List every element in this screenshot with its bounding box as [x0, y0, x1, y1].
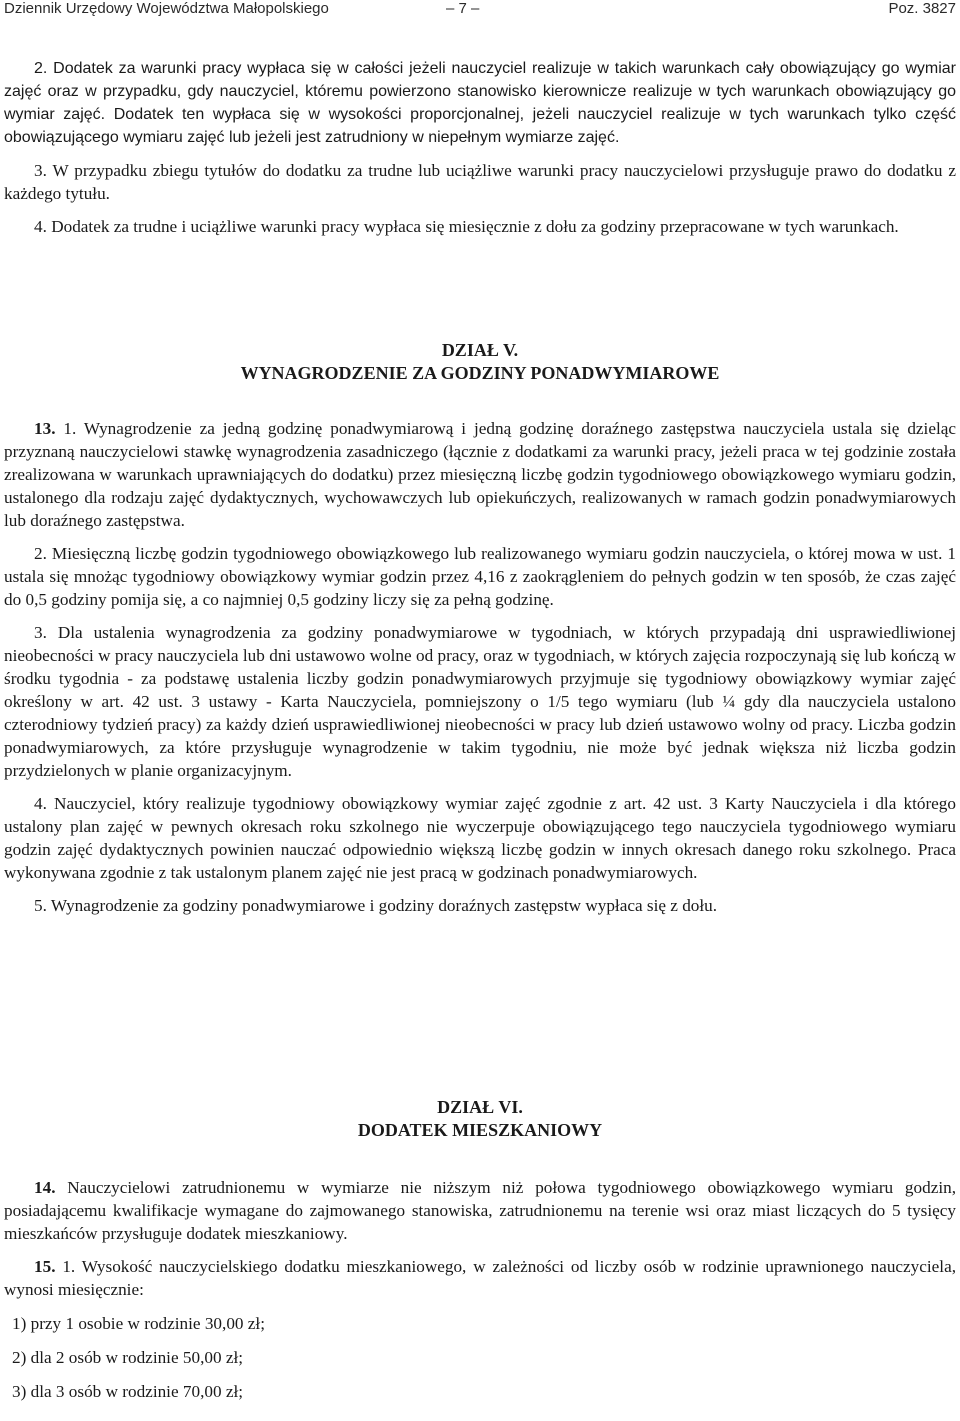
- article-15-number: 15.: [34, 1257, 56, 1276]
- section-vi-title: DZIAŁ VI.: [437, 1097, 523, 1117]
- list-item: 1) przy 1 osobie w rodzinie 30,00 zł;: [12, 1314, 265, 1333]
- section-vi-subtitle: DODATEK MIESZKANIOWY: [357, 1120, 603, 1140]
- article-13-paragraph-4: 4. Nauczyciel, który realizuje tygodniowy obowiązkowy wymiar zajęć zgodnie z art. 42 ust. 3 Karty Nauczyciela i dla którego ustalony plan zajęć w pewnych okresach roku szkolnego nie wyczerpuje obowiązującego tego nauczyciela tygodniowego wymiaru godzin zajęć dydaktycznych powinien nauczać odpowiednio większą liczbę godzin w innych okresach danego roku szkolnego. Praca wykonywana zgodnie z tak ustalonym planem zajęć nie jest pracą w godzinach ponadwymiarowych.: [4, 794, 956, 882]
- paragraph-2: 2. Dodatek za warunki pracy wypłaca się w całości jeżeli nauczyciel realizuje w takich warunkach cały obowiązujący go wymiar zajęć oraz w przypadku, gdy nauczyciel, któremu powierzono stanowisko kierownicze realizuje w tych warunkach obowiązujący go wymiar zajęć. Dodatek ten wypłaca się w wysokości proporcjonalnej, jeżeli nauczyciel realizuje w tych warunkach tylko część obowiązującego wymiaru zajęć lub jeżeli jest zatrudniony w niepełnym wymiarze zajęć.: [4, 60, 956, 146]
- list-item: 3) dla 3 osób w rodzinie 70,00 zł;: [12, 1382, 244, 1401]
- page-number: – 7 –: [446, 0, 480, 17]
- article-13-paragraph-1-text: 1. Wynagrodzenie za jedną godzinę ponadwymiarową i jedną godzinę doraźnego zastępstwa nauczyciela ustala się dzieląc przyznaną nauczycielowi stawkę wynagrodzenia zasadniczego (łącznie z dodatkami za warunki pracy, jeżeli praca w tej godzinie została zrealizowana w warunkach uprawniających do dodatku) przez miesięczną liczbę godzin tygodniowego obowiązkowego wymiaru godzin, ustalonego dla rodzaju zajęć dydaktycznych, wychowawczych lub opiekuńczych, realizowanych w ramach godzin ponadwymiarowych lub doraźnego zastępstwa.: [4, 419, 956, 530]
- article-15-paragraph-1-text: 1. Wysokość nauczycielskiego dodatku mieszkaniowego, w zależności od liczby osób w rodzinie uprawnionego nauczyciela, wynosi miesięcznie:: [4, 1257, 956, 1299]
- article-14-number: 14.: [34, 1178, 56, 1197]
- page-header: [4, 0, 956, 18]
- article-13-paragraph-3: 3. Dla ustalenia wynagrodzenia za godziny ponadwymiarowe w tygodniach, w których przypadają dni usprawiedliwionej nieobecności w pracy nauczyciela lub dni ustawowo wolne od pracy, oraz w tygodniach, w których zajęcia rozpoczynają się lub kończą w środku tygodnia - za podstawę ustalenia liczby godzin ponadwymiarowych przyjmuje się tygodniowy obowiązkowy wymiar zajęć określony w art. 42 ust. 3 ustawy - Karta Nauczyciela, pomniejszony o 1/5 tego wymiaru (lub ¼ gdy dla nauczyciela ustalono czterodniowy tydzień pracy) za każdy dzień usprawiedliwionej nieobecności w pracy lub dzień ustawowo wolny od pracy. Liczba godzin ponadwymiarowych, za które przysługuje wynagrodzenie w takim tygodniu, nie może być jednak większa niż liczba godzin przydzielonych w planie organizacyjnym.: [4, 623, 956, 780]
- section-v: [4, 339, 956, 917]
- article-13-paragraph-1: [4, 417, 956, 532]
- article-13-number: 13.: [34, 419, 56, 438]
- section-v-subtitle: WYNAGRODZENIE ZA GODZINY PONADWYMIAROWE: [240, 363, 720, 383]
- article-14-text: Nauczycielowi zatrudnionemu w wymiarze nie niższym niż połowa tygodniowego obowiązkowego wymiaru godzin, posiadającemu kwalifikacje wymagane do zajmowanego stanowiska, zatrudnionemu na terenie wsi oraz miast liczących do 5 tysięcy mieszkańców przysługuje dodatek mieszkaniowy.: [4, 1178, 956, 1243]
- section-v-title: DZIAŁ V.: [441, 340, 519, 360]
- article-13-paragraph-5: 5. Wynagrodzenie za godziny ponadwymiarowe i godziny doraźnych zastępstw wypłaca się z dołu.: [34, 896, 718, 915]
- previous-section: [4, 57, 956, 238]
- paragraph-3: 3. W przypadku zbiegu tytułów do dodatku za trudne lub uciążliwe warunki pracy nauczycielowi przysługuje prawo do dodatku z każdego tytułu.: [4, 161, 956, 203]
- article-13-paragraph-2: 2. Miesięczną liczbę godzin tygodniowego obowiązkowego lub realizowanego wymiaru godzin nauczyciela, o której mowa w ust. 1 ustala się mnożąc tygodniowy obowiązkowy wymiar godzin przez 4,16 z zaokrągleniem do pełnych godzin w ten sposób, że czas zajęć do 0,5 godziny pomija się, a co najmniej 0,5 godziny liczy się za pełną godzinę.: [4, 544, 956, 609]
- journal-title: Dziennik Urzędowy Województwa Małopolskiego: [4, 0, 329, 17]
- paragraph-4: 4. Dodatek za trudne i uciążliwe warunki pracy wypłaca się miesięcznie z dołu za godziny przepracowane w tych warunkach.: [34, 217, 899, 236]
- position-number: Poz. 3827: [888, 0, 956, 17]
- article-15-paragraph-1: [4, 1255, 956, 1301]
- list-item: 2) dla 2 osób w rodzinie 50,00 zł;: [12, 1348, 244, 1367]
- article-14: [4, 1176, 956, 1245]
- section-vi: [4, 1096, 956, 1403]
